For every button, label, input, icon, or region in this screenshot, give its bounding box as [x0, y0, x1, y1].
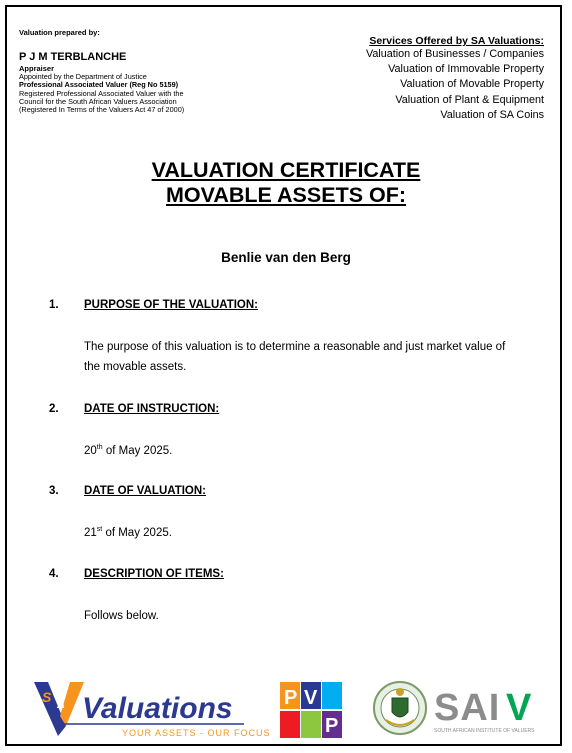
- title-line-1: VALUATION CERTIFICATE: [151, 158, 421, 182]
- date-suffix: th: [96, 444, 103, 452]
- prepared-by-label: Valuation prepared by:: [19, 28, 100, 37]
- date-rest: of May 2025.: [102, 527, 172, 539]
- section-body: [84, 441, 524, 461]
- sa-valuations-brand: Valuations: [82, 692, 233, 725]
- title-line-2: MOVABLE ASSETS OF:: [165, 183, 407, 207]
- date-day: 21: [84, 527, 97, 539]
- section-body: The purpose of this valuation is to determine a reasonable and just market value of the movable assets.: [84, 341, 506, 373]
- credential-line: (Registered In Terms of the Valuers Act 47 of 2000): [19, 105, 185, 115]
- svg-text:A: A: [57, 699, 65, 711]
- pvp-logo: [280, 682, 342, 738]
- client-name: Benlie van den Berg: [221, 250, 351, 265]
- section-body: [84, 523, 524, 543]
- section-heading: PURPOSE OF THE VALUATION:: [84, 299, 258, 311]
- date-day: 20: [84, 445, 97, 457]
- svg-text:V: V: [506, 687, 532, 729]
- coat-of-arms-icon: [372, 680, 428, 736]
- section-heading: DESCRIPTION OF ITEMS:: [84, 568, 224, 580]
- service-item: Valuation of Movable Property: [400, 78, 544, 91]
- svg-text:SAI: SAI: [434, 687, 501, 729]
- date-rest: of May 2025.: [102, 445, 173, 457]
- section-heading: DATE OF VALUATION:: [84, 485, 207, 497]
- sa-valuations-logo: [32, 678, 271, 740]
- section-number: 2.: [49, 403, 59, 415]
- section-body: Follows below.: [84, 610, 159, 622]
- saiv-logo: [432, 682, 542, 736]
- section-number: 4.: [49, 568, 59, 580]
- service-item: Valuation of Immovable Property: [388, 63, 544, 76]
- sa-valuations-tagline: YOUR ASSETS - OUR FOCUS: [122, 728, 271, 738]
- pvp-letter: P: [325, 715, 339, 737]
- service-item: Valuation of SA Coins: [440, 108, 544, 121]
- section-number: 3.: [49, 485, 59, 497]
- services-title: Services Offered by SA Valuations:: [369, 35, 544, 47]
- credential-line: Professional Associated Valuer (Reg No 5159): [19, 80, 179, 90]
- pvp-letter: V: [304, 687, 318, 709]
- service-item: Valuation of Businesses / Companies: [365, 48, 544, 60]
- saiv-subtitle: SOUTH AFRICAN INSTITUTE OF VALUERS: [434, 728, 535, 734]
- pvp-letter: P: [284, 687, 298, 709]
- svg-text:S: S: [42, 689, 52, 705]
- appraiser-name: P J M TERBLANCHE: [19, 51, 127, 63]
- services-block: [366, 35, 544, 123]
- footer-logos: [0, 676, 572, 740]
- appraiser-block: [19, 28, 259, 114]
- date-suffix: st: [96, 526, 103, 534]
- service-item: Valuation of Plant & Equipment: [395, 93, 544, 106]
- certificate-title: [0, 158, 572, 208]
- credential-line: Appointed by the Department of Justice: [19, 72, 147, 81]
- credential-line: Council for the South African Valuers Association: [19, 96, 177, 106]
- section-heading: DATE OF INSTRUCTION:: [84, 403, 220, 415]
- credential-line: Registered Professional Associated Valuer with the: [19, 88, 184, 98]
- section-number: 1.: [49, 299, 59, 311]
- appraiser-title: Appraiser: [19, 64, 55, 73]
